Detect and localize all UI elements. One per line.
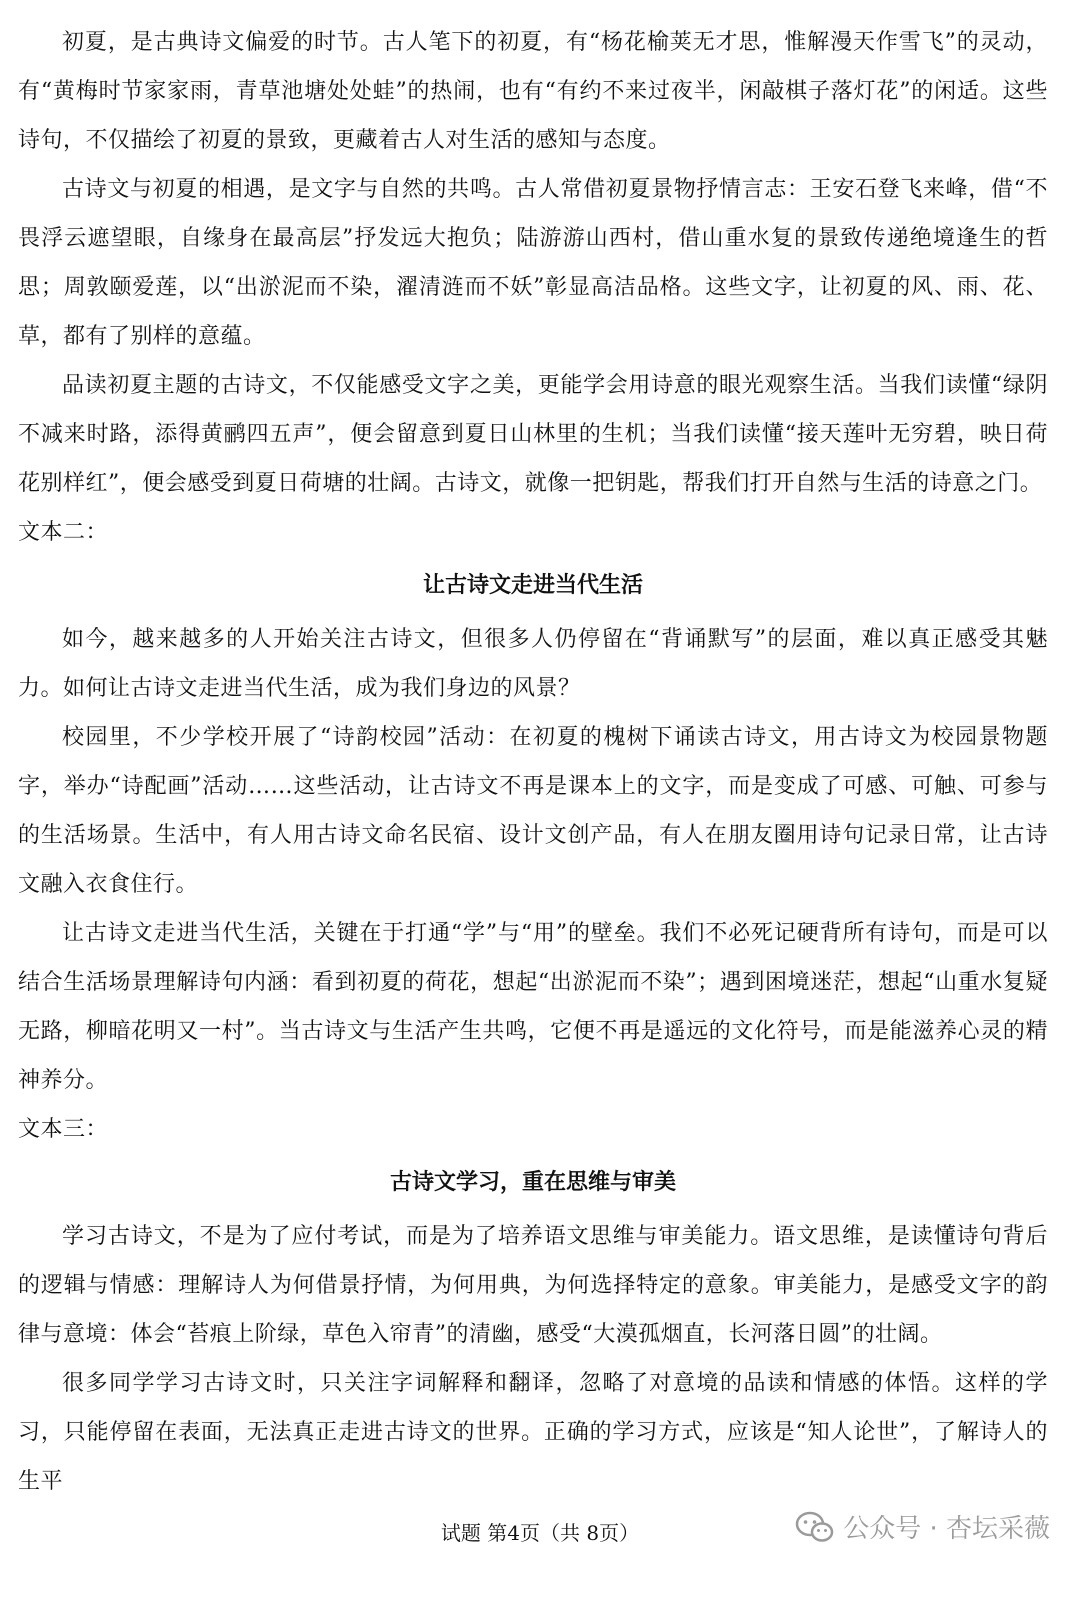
text-three-title: 古诗文学习，重在思维与审美 [389, 1170, 676, 1195]
exam-page [18, 18, 1048, 1506]
text-two-paragraph-3: 让古诗文走进当代生活，关键在于打通“学”与“用”的壁垒。我们不必死记硬背所有诗句，而是可以结合生活场景理解诗句内涵：看到初夏的荷花，想起“出淤泥而不染”；遇到困境迷茫，想起“山重水复疑无路，柳暗花明又一村”。当古诗文与生活产生共鸣，它便不再是遥远的文化符号，而是能滋养心灵的精神养分。 [18, 921, 1048, 1093]
page-footer: 试题 第4页（共 8页） [440, 1521, 640, 1545]
text-three-paragraph-1: 学习古诗文，不是为了应付考试，而是为了培养语文思维与审美能力。语文思维，是读懂诗句背后的逻辑与情感：理解诗人为何借景抒情，为何用典，为何选择特定的意象。审美能力，是感受文字的韵律与意境：体会“苔痕上阶绿，草色入帘青”的清幽，感受“大漠孤烟直，长河落日圆”的壮阔。 [18, 1224, 1048, 1347]
wechat-icon [795, 1511, 835, 1543]
text-three-label: 文本三： [18, 1117, 109, 1142]
watermark-text: 公众号 · 杏坛采薇 [843, 1514, 1050, 1544]
text-two-paragraph-1: 如今，越来越多的人开始关注古诗文，但很多人仍停留在“背诵默写”的层面，难以真正感受其魅力。如何让古诗文走进当代生活，成为我们身边的风景？ [18, 627, 1048, 701]
text-three [18, 1105, 1048, 1506]
text-two-label: 文本二： [18, 520, 109, 545]
watermark [795, 1508, 1050, 1545]
text-three-paragraph-2: 很多同学学习古诗文时，只关注字词解释和翻译，忽略了对意境的品读和情感的体悟。这样的学习，只能停留在表面，无法真正走进古诗文的世界。正确的学习方式，应该是“知人论世”，了解诗人的生平 [18, 1371, 1048, 1494]
text-two-paragraph-2: 校园里，不少学校开展了“诗韵校园”活动：在初夏的槐树下诵读古诗文，用古诗文为校园景物题字，举办“诗配画”活动……这些活动，让古诗文不再是课本上的文字，而是变成了可感、可触、可参与的生活场景。生活中，有人用古诗文命名民宿、设计文创产品，有人在朋友圈用诗句记录日常，让古诗文融入衣食住行。 [18, 725, 1048, 897]
text-one-paragraph-3: 品读初夏主题的古诗文，不仅能感受文字之美，更能学会用诗意的眼光观察生活。当我们读懂“绿阴不减来时路，添得黄鹂四五声”，便会留意到夏日山林里的生机；当我们读懂“接天莲叶无穷碧，映日荷花别样红”，便会感受到夏日荷塘的壮阔。古诗文，就像一把钥匙，帮我们打开自然与生活的诗意之门。 [18, 373, 1048, 496]
text-one-paragraph-1: 初夏，是古典诗文偏爱的时节。古人笔下的初夏，有“杨花榆荚无才思，惟解漫天作雪飞”的灵动，有“黄梅时节家家雨，青草池塘处处蛙”的热闹，也有“有约不来过夜半，闲敲棋子落灯花”的闲适。这些诗句，不仅描绘了初夏的景致，更藏着古人对生活的感知与态度。 [18, 30, 1048, 153]
text-one [18, 18, 1048, 508]
text-one-paragraph-2: 古诗文与初夏的相遇，是文字与自然的共鸣。古人常借初夏景物抒情言志：王安石登飞来峰，借“不畏浮云遮望眼，自缘身在最高层”抒发远大抱负；陆游游山西村，借山重水复的景致传递绝境逢生的哲思；周敦颐爱莲，以“出淤泥而不染，濯清涟而不妖”彰显高洁品格。这些文字，让初夏的风、雨、花、草，都有了别样的意蕴。 [18, 177, 1048, 349]
text-two-title: 让古诗文走进当代生活 [422, 573, 643, 598]
text-two [18, 508, 1048, 1105]
